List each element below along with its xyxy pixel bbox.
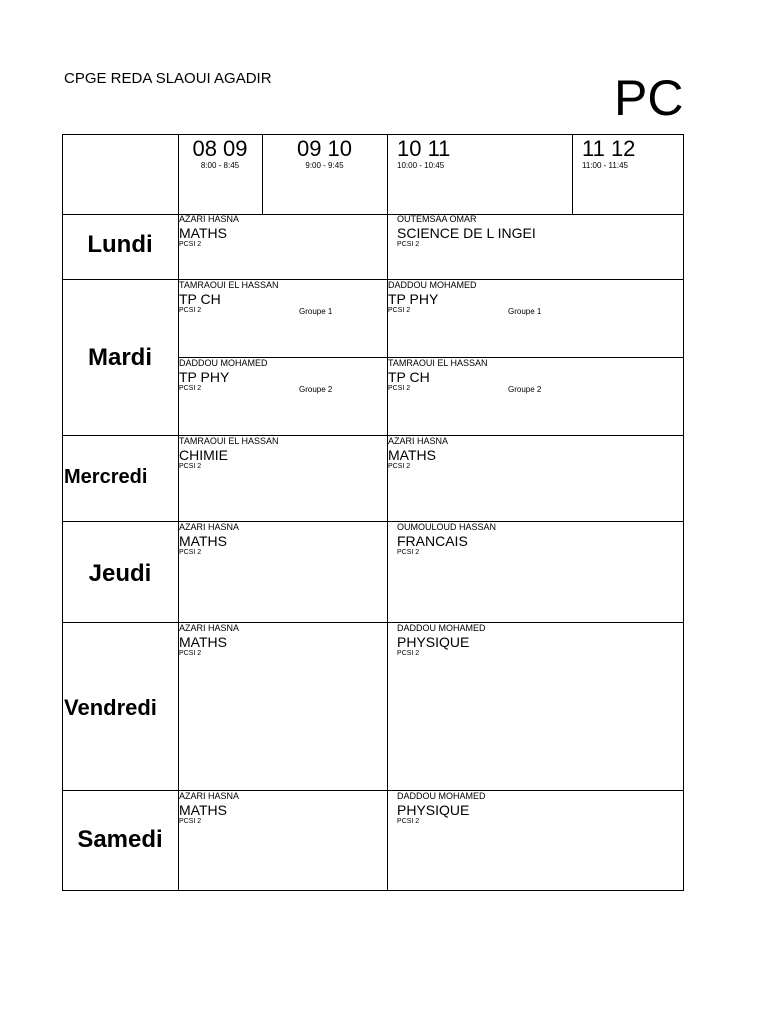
slot-label: 11 12 — [582, 136, 636, 161]
slot-time: 9:00 - 9:45 — [305, 161, 344, 170]
session-cell — [388, 280, 542, 316]
subject-name: MATHS — [179, 225, 227, 241]
group-label: Groupe 2 — [508, 385, 542, 394]
class-name: PCSI 2 — [397, 818, 420, 825]
slot-time: 8:00 - 8:45 — [200, 161, 240, 170]
session-cell — [388, 437, 448, 470]
class-name: PCSI 2 — [179, 241, 202, 248]
subject-name: MATHS — [388, 447, 436, 463]
session-cell — [179, 624, 239, 657]
slot-header-2 — [262, 137, 387, 171]
teacher-name: OUTEMSAA OMAR — [397, 214, 477, 224]
teacher-name: DADDOU MOHAMED — [388, 280, 477, 290]
grid-line — [62, 214, 684, 215]
teacher-name: AZARI HASNA — [179, 623, 240, 633]
class-name: PCSI 2 — [397, 650, 420, 657]
teacher-name: AZARI HASNA — [388, 436, 449, 446]
grid-line — [62, 521, 684, 522]
session-cell — [179, 358, 333, 394]
class-name: PCSI 2 — [179, 650, 202, 657]
day-label-vendredi: Vendredi — [64, 695, 157, 720]
class-name: PCSI 2 — [388, 307, 411, 314]
grid-line — [62, 622, 684, 623]
grid-line — [62, 134, 684, 135]
class-name: PCSI 2 — [179, 385, 202, 392]
class-name: PCSI 2 — [397, 241, 420, 248]
class-name: PCSI 2 — [388, 385, 411, 392]
session-cell — [179, 792, 239, 825]
session-cell — [397, 523, 496, 556]
subject-name: PHYSIQUE — [397, 634, 470, 650]
class-name: PCSI 2 — [397, 549, 420, 556]
slot-label: 08 09 — [192, 136, 248, 161]
teacher-name: TAMRAOUI EL HASSAN — [179, 280, 279, 290]
slot-time: 11:00 - 11:45 — [582, 161, 628, 170]
subject-name: TP CH — [388, 369, 430, 385]
slot-label: 10 11 — [397, 136, 451, 161]
school-name: CPGE REDA SLAOUI AGADIR — [64, 70, 272, 87]
grid-line — [572, 134, 573, 214]
session-cell — [179, 437, 279, 470]
class-code: PC — [614, 70, 684, 126]
day-label-jeudi: Jeudi — [88, 560, 152, 587]
grid-line — [683, 134, 684, 891]
class-name: PCSI 2 — [179, 463, 202, 470]
subject-name: TP PHY — [388, 291, 439, 307]
session-cell — [397, 624, 486, 657]
teacher-name: OUMOULOUD HASSAN — [397, 522, 497, 532]
subject-name: PHYSIQUE — [397, 802, 470, 818]
class-name: PCSI 2 — [179, 549, 202, 556]
slot-header-4 — [582, 137, 635, 171]
session-cell — [397, 215, 536, 248]
subject-name: TP CH — [179, 291, 221, 307]
slot-header-3 — [397, 137, 450, 171]
subject-name: MATHS — [179, 802, 227, 818]
slot-label: 09 10 — [296, 136, 353, 161]
day-label-mercredi: Mercredi — [64, 466, 148, 488]
group-label: Groupe 1 — [299, 307, 333, 316]
session-cell — [179, 280, 333, 316]
teacher-name: TAMRAOUI EL HASSAN — [388, 358, 488, 368]
teacher-name: AZARI HASNA — [179, 214, 240, 224]
subject-name: SCIENCE DE L INGEI — [397, 225, 536, 241]
grid-line — [62, 790, 684, 791]
session-cell — [179, 523, 239, 556]
class-name: PCSI 2 — [179, 818, 202, 825]
subject-name: CHIMIE — [179, 447, 228, 463]
teacher-name: AZARI HASNA — [179, 522, 240, 532]
day-label-samedi: Samedi — [77, 826, 163, 853]
subject-name: TP PHY — [179, 369, 230, 385]
grid-line — [62, 279, 684, 280]
grid-line — [62, 890, 684, 891]
slot-header-1 — [178, 137, 262, 171]
session-cell — [397, 792, 486, 825]
grid-line — [62, 435, 684, 436]
grid-line — [387, 134, 388, 891]
teacher-name: AZARI HASNA — [179, 791, 240, 801]
subject-name: FRANCAIS — [397, 533, 468, 549]
subject-name: MATHS — [179, 533, 227, 549]
session-cell — [179, 215, 239, 248]
session-cell — [388, 358, 542, 394]
group-label: Groupe 2 — [299, 385, 333, 394]
group-label: Groupe 1 — [508, 307, 542, 316]
teacher-name: TAMRAOUI EL HASSAN — [179, 436, 279, 446]
class-name: PCSI 2 — [179, 307, 202, 314]
teacher-name: DADDOU MOHAMED — [397, 623, 486, 633]
teacher-name: DADDOU MOHAMED — [179, 358, 268, 368]
teacher-name: DADDOU MOHAMED — [397, 791, 486, 801]
slot-time: 10:00 - 10:45 — [397, 161, 445, 170]
day-label-mardi: Mardi — [87, 344, 152, 371]
subject-name: MATHS — [179, 634, 227, 650]
day-label-lundi: Lundi — [87, 231, 153, 258]
class-name: PCSI 2 — [388, 463, 411, 470]
